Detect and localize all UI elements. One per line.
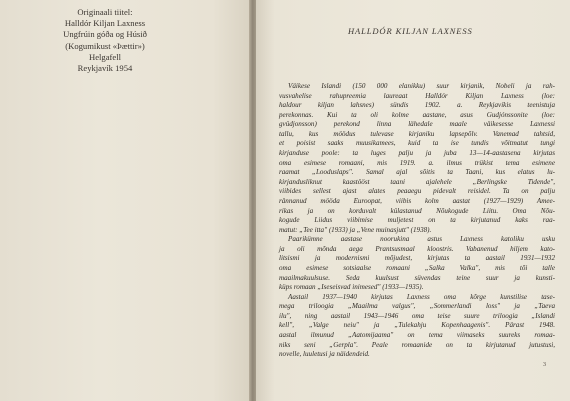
text-line: haldour kiljan lahsnes) sündis 1902. a. Reykjavíkis teenistuja xyxy=(279,101,555,110)
text-line: kirjanduse poole: ta luges palju ja juba 13—14-aastasena kirjutas xyxy=(279,149,555,158)
biography-text xyxy=(279,82,555,360)
text-line: oma esimese sotsiaalse romaani „Salka Valka", mis tõi talle xyxy=(279,263,555,272)
left-page xyxy=(0,0,250,401)
original-title-block xyxy=(40,7,170,74)
original-title-line: (Kogumikust «Þættir») xyxy=(65,40,145,51)
text-line: vusvahelise rahupreemia laureaat Halldór Kiljan Laxness (loe: xyxy=(279,91,555,100)
author-heading: HALLDÓR KILJAN LAXNESS xyxy=(348,26,473,36)
text-line: mega triloogia „Maailma valgus", „Sommerlandi loss" ja „Taeva xyxy=(279,302,555,311)
text-line: oma esimese romaani, mis 1919. a. ilmus trükist tema esimene xyxy=(279,158,555,167)
text-line: rännanud mööda Euroopat, viibis kolm aastat (1927—1929) Amee- xyxy=(279,196,555,205)
text-line: et poisist saaks muusikamees, kuid ta ise tundis võitmatut tungi xyxy=(279,139,555,148)
text-line: viibides sellest ajast alates peaaegu pidevalt reisidel. Ta on palju xyxy=(279,187,555,196)
text-line: ja oli mõnda aega Prantsusmaal kloostris. Vabanenud hiljem kato- xyxy=(279,244,555,253)
text-line: novelle, luuletusi ja näidendeid. xyxy=(279,350,370,359)
original-title-line: Helgafell xyxy=(89,51,121,62)
text-line: raamat „Looduslaps". Samal ajal sõitis ta Taani, kus elatus lu- xyxy=(279,168,555,177)
text-line: perekonnas. Kui ta oli kolme aastane, asus Gudjónssonite (loe: xyxy=(279,110,555,119)
text-line: litsismi ja modernismi mõjudest, kirjutas ta aastail 1931—1932 xyxy=(279,254,555,263)
text-line: Väikese Islandi (150 000 elanikku) suur kirjanik, Nobeli ja rah- xyxy=(288,82,555,90)
text-line: maailmakuulsuse. Seda kuulsust süvendas teine suur ja kunsti- xyxy=(279,273,555,282)
page-number: 3 xyxy=(543,362,546,368)
text-line: tallu, kus möödus tulevase kirjaniku lapsepõlv. Vanemad tahtsid, xyxy=(279,129,555,138)
original-title-line: Originaali tiitel: xyxy=(77,7,133,17)
text-line: küps romaan „Iseseisvad inimesed" (1933—1935). xyxy=(279,283,424,292)
text-line: gvüdjonsson) perekond linna lähedale maale väikesesse Laxnessi xyxy=(279,120,555,129)
text-line: ilu", ning aastail 1943—1946 oma teise suure triloogia „Islandi xyxy=(279,311,555,320)
text-line: kogude Liidus viibimise muljetest on ta kirjutanud kaks raa- xyxy=(279,216,555,225)
text-line: kell", „Valge neiu" ja „Tulekahju Kopenhaagenis". Pärast 1948. xyxy=(279,321,555,330)
original-title-line: Reykjavík 1954 xyxy=(77,63,133,74)
text-line: kirjandusliknut kaastööst taani ajalehele „Berlingske Tidende", xyxy=(279,177,555,186)
right-page xyxy=(256,0,570,401)
text-line: matut: „Tee itta" (1933) ja „Vene muinasjutt" (1938). xyxy=(279,225,432,234)
original-title-line: Ungfrúin góða og Húsið xyxy=(63,29,147,40)
text-line: Aastail 1937—1940 kirjutas Laxness oma kõrge kunstilise tase- xyxy=(288,292,555,301)
text-line: niks seni „Gerpla". Peale romaanide on ta kirjutanud jutustusi, xyxy=(279,340,555,349)
text-line: aastal ilmunud „Aatomijaama" on tema viimaseks suureks romaa- xyxy=(279,331,555,340)
text-line: rikas ja on korduvalt külastanud Nõukogude Liitu. Oma Nõu- xyxy=(279,206,555,215)
text-line: Paarikümne aastase noorukina astus Laxness katoliku usku xyxy=(288,235,555,244)
original-title-line: Halldór Kiljan Laxness xyxy=(64,18,146,29)
